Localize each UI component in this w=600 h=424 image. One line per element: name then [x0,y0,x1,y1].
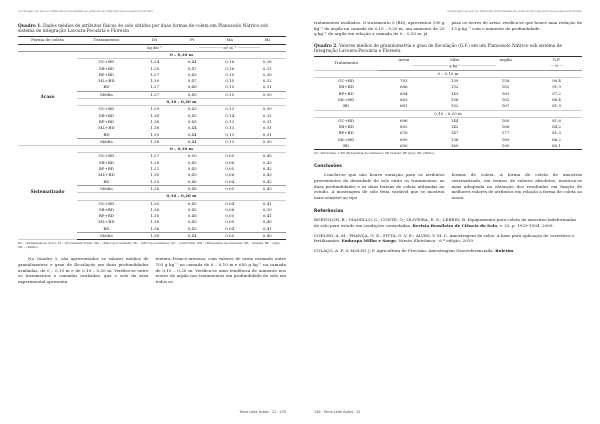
table-cell: 686 [399,84,408,90]
paragraph: para os teores de areia, verifica-se que houve uma redução de 13 g kg⁻¹ com o aumento de profundidade. [451,20,582,31]
table-cell: 158 [501,78,510,84]
table-row [314,103,582,110]
paragraph: textura Franco-arenosa, com valores de areia variando entre 703 g kg⁻¹ na camada de 0 – 0,10 m e 650 g kg⁻¹ na camada de 0,10 – 0,20 m. Verifica-se uma tendência de aumento nos teores de argila nos tratamentos em profundidade do solo em todos os [155,256,286,284]
table-cell: 152 [450,84,459,90]
top-text-columns [314,20,582,37]
running-head: Amostragem do solo em diferentes profundidades em sistemas de integração lavoura-pecuária-floresta [18,10,153,13]
table2-header: Argila [480,57,531,64]
table-cell: 0,43 [262,159,272,165]
body-column-1 [18,256,149,284]
table-cell: 0,43 [248,185,286,192]
reference-item [314,217,582,228]
table-cell: 0,46 [187,213,197,219]
table-cell: 190 [480,143,531,150]
table-cell: 0,15 [225,78,235,84]
table-cell: 0,15 [225,71,235,77]
table1-header: Ds [136,37,174,44]
table-cell: 160 [501,117,510,123]
table-cell: 0,31 [262,131,272,137]
reference-title: Embrapa Milho e Sorgo [341,238,396,244]
table-cell: 90,4 [552,78,561,84]
table-cell: BD [343,103,350,109]
table-cell: 1,27 [150,153,160,159]
table-cell: 81,5 [552,130,561,136]
table1-depth-label: 0,10 – 0,20 m [77,193,286,200]
table-cell: 0,43 [262,172,272,178]
table2-header: Silte [429,57,480,64]
table-cell: 1,35 [150,200,160,206]
table-cell: 143 [450,90,459,96]
page-number: 136 · Tema Leite Ações · 21 [314,410,361,414]
table-cell: 0,46 [187,178,197,184]
table-cell: 0,04 [225,178,235,184]
table-cell: 0,05 [225,213,235,219]
table-cell: 84,2 [552,124,561,130]
table-cell: 160 [429,143,480,150]
table-cell: SB+BD [338,84,354,90]
table-cell: GC+BD [338,78,355,84]
table-cell: 1,28 [150,159,160,165]
table-cell: 695 [399,136,408,142]
table-cell: 0,32 [262,78,272,84]
table-cell: Média [77,233,136,240]
table-cell: BP+BD [338,90,354,96]
table-cell: 1,26 [136,185,174,192]
table1-header: Pt [173,37,211,44]
table-cell: BD [103,84,110,90]
table-cell: 152 [450,103,459,109]
table-cell: SB+BD [98,112,115,118]
table-cell: Média [77,185,136,192]
table2-header: Tratamento [314,57,378,71]
reference-item [314,248,582,254]
table-cell: 1,39 [150,131,160,137]
conclusions-column-2 [452,172,583,200]
reference-tail: , v. 33, p. 1929-1934, 2009. [497,222,554,228]
table-cell: 156 [450,96,459,102]
table-cell: BP+BD [98,71,114,77]
table1-header: Ma [211,37,249,44]
table1 [18,36,286,240]
table1-caption-text: Dados médios de atributos físicos do solo obtidos por duas formas de coleta em Planossolo Nátrico sob sistema de integração Lavoura-Pecuária e Floresta [18,24,268,35]
table-cell: 0,13 [211,138,249,145]
table2-depth-row [314,110,582,117]
table-cell: 0,05 [225,166,235,172]
table-cell: 0,30 [262,106,272,112]
reference-title: Boletim [495,247,514,253]
top-column-1 [314,20,445,37]
table-row [314,117,582,124]
table-cell: 162 [501,96,510,102]
table1-group-label: Sistematizado [18,146,77,240]
table-cell: 0,30 [262,71,272,77]
running-head: Amostragem do solo em diferentes profundidades em sistemas de integração lavoura-pecuária-floresta [447,10,582,13]
table-cell: ML+BD [98,125,115,131]
table-cell: 1,24 [150,59,160,65]
table-cell: 0,31 [262,118,272,124]
table-cell: 97,2 [552,90,561,96]
reference-item [314,233,582,244]
table-cell: SB+BD [338,124,354,130]
table-cell: ML+BD [98,219,115,225]
table2 [314,56,582,150]
table-cell: 1,36 [150,225,160,231]
table-cell: 0,15 [225,84,235,90]
table1-unit: kg dm⁻³ [136,44,174,51]
table-cell: 177 [501,130,510,136]
table2-unit: --- % --- [531,63,582,70]
table-cell: 0,48 [173,185,211,192]
table-cell: ML+BD [98,172,115,178]
table1-group-label: Acaso [18,52,77,146]
table-cell: 163 [501,90,510,96]
table-cell: 0,44 [173,138,211,145]
table-cell: 0,06 [225,159,235,165]
paragraph: No Quadro 2, são apresentados os valores médios de granulometria e grau de floculação em duas profundidades avaliadas, de 0 – 0,10 m e de 0,10 – 0,20 m. Verifica-se entre os tratamentos e camadas avaliadas, que o solo da área experimental apresenta [18,256,149,284]
table-cell: 136 [450,136,459,142]
table-cell: 1,38 [150,112,160,118]
table-cell: 692 [399,124,408,130]
table-cell: 0,04 [225,225,235,231]
table-cell: GC+BD [98,106,115,112]
table-cell: 166 [501,124,510,130]
table-cell: 0,47 [187,78,197,84]
table-row [314,143,582,150]
table-cell: 0,28 [262,59,272,65]
table-cell: 1,36 [150,219,160,225]
table-cell: 1,30 [150,78,160,84]
table-cell: BP+BD [98,213,114,219]
table-cell: BD [103,178,110,184]
table-cell: 0,14 [225,112,235,118]
table-cell: 1,38 [150,118,160,124]
table-cell: 0,06 [225,206,235,212]
right-page [300,0,600,424]
table2-depth-row [314,70,582,77]
body-column-2 [156,256,287,284]
table-cell: 0,30 [248,138,286,145]
table-cell: 0,50 [187,153,197,159]
table-cell: 0,13 [225,131,235,137]
table-cell: 1,27 [150,71,160,77]
table-cell: 676 [399,130,408,136]
table-cell: 1,27 [150,84,160,90]
table-cell: 1,38 [136,138,174,145]
table-cell: 0,40 [248,233,286,240]
table2-unit: ------------------------------- g kg⁻¹ ------------------------------- [378,63,531,70]
table-cell: 91,9 [552,84,561,90]
reference-text: COELHO, A. M.; FRANÇA, G. E.; PITTA, G. V. E.; ALVES, V. M. C. Amostragem de solos: A base para aplicação de corretivos e fertilizantes. [314,232,575,244]
table-cell: 86,4 [552,96,561,102]
table-cell: 0,44 [173,233,211,240]
table-cell: 0,49 [187,219,197,225]
table-cell: 0,41 [262,213,272,219]
reference-text: COLAÇO, A. F. & MOLIN, J. P. Agricultura de Precisão: Amostragem Georreferenciada. [314,247,496,253]
table2-depth-label: 0 – 0,10 m [314,70,582,77]
table-cell: 1,25 [150,178,160,184]
table-cell: 0,31 [262,65,272,71]
table1-body [18,44,286,240]
table-cell: 142 [450,124,459,130]
table-cell: 0,47 [187,65,197,71]
table-cell: 0,15 [211,91,249,98]
table-cell: Média [77,91,136,98]
table1-depth-row [18,146,286,153]
table-cell: 0,45 [187,118,197,124]
table-cell: 0,49 [187,172,197,178]
table-cell: 0,45 [187,71,197,77]
table-cell: 0,42 [262,166,272,172]
table-cell: SB+BD [98,65,115,71]
table2-caption [314,44,582,54]
table1-header: Forma de coleta [18,37,77,44]
references-heading: Referências [314,209,344,215]
table-cell: 0,06 [225,172,235,178]
table-cell: 1,27 [136,91,174,98]
table-cell: 681 [399,103,408,109]
table-cell: 0,45 [187,225,197,231]
table2-caption-text: Valores médios de granulometria e grau de floculação (G.F.) em um Planossolo Nátrico sob sistema de Integração Lavoura-Pecuária e Floresta [314,43,563,54]
table-cell: 0,16 [225,59,235,65]
table-cell: SB+BD [98,159,115,165]
table-row [314,78,582,85]
table1-caption-label: Quadro 1. [18,24,42,29]
table-cell: 0,41 [262,200,272,206]
table2-header: G.F. [531,57,582,64]
table-cell: GC+BD [98,153,115,159]
table2-footnote: GC (Gliricídia) + BD (Braquiária decumbens); SB (Sabiá); BP (Ipê); ML (Milho). [314,151,436,156]
table1-unit: ------------------- m³ m⁻³ ------------------- [173,44,286,51]
table-cell: 0,41 [262,225,272,231]
table-cell: 0,46 [187,84,197,90]
table-cell: 0,44 [187,59,197,65]
table-cell: 139 [450,78,459,84]
table-cell: Média [77,138,136,145]
table-cell: 0,49 [187,159,197,165]
table-cell: 694 [399,90,408,96]
table-cell: 86,2 [552,136,561,142]
table-cell: 0,05 [211,185,249,192]
table1-depth-label: 0 – 0,10 m [77,52,286,59]
table-cell: 0,45 [187,200,197,206]
table-cell: 81,6 [552,117,561,123]
table-cell: SB+BD [98,206,115,212]
table-cell: 144 [450,117,459,123]
table-cell: 0,43 [187,106,197,112]
table-cell: 1,36 [150,206,160,212]
table1-depth-label: 0 – 0,10 m [77,146,286,153]
table-cell: BD [314,143,378,150]
table-cell: 0,31 [262,84,272,90]
table-cell: BD [103,225,110,231]
table-cell: GC+BD [338,117,355,123]
reference-text: BORTOLON, B.; GIANELLO, C.; CONTE, O.; OLIVEIRA, E. S.; LEBRIN, B. Equipamento para coleta de amostras indeformadas de solo para estudo em condições controladas. [314,217,577,228]
table-cell: 0,09 [225,219,235,225]
table-cell: 0,13 [225,125,235,131]
table2-header: Areia [378,57,429,64]
table-cell: ML+BD [98,78,115,84]
table-cell: 81,9 [552,103,561,109]
reference-title: Revista Brasileira de Ciência do Solo [412,222,498,228]
table-cell: 0,44 [187,125,197,131]
table-cell: BP+BD [338,130,354,136]
table-cell: 0,45 [173,91,211,98]
table1-header-row [18,37,286,44]
table1-units-row [18,44,286,51]
table-cell: 0,45 [187,166,197,172]
table-cell: 1,28 [150,65,160,71]
table-cell: 0,39 [262,206,272,212]
table-cell: 0,44 [187,131,197,137]
table1-header: Mi [248,37,286,44]
table-cell: 0,45 [187,206,197,212]
table-cell: 0,31 [262,112,272,118]
table-cell: 1,38 [136,233,174,240]
body-text-columns [18,256,286,284]
conclusions-columns [314,172,582,200]
table1-footnote: Ds – (Densidade do Solo); Pt – (Porosidade Total); Ma – (Macroporosidade); Mi – (Microporosidade); GC – (Gliricídia); BD – (Braquiária decumbens); SB – (Sabiá); BP – (Ipê); ML – (Milho). [18,241,281,250]
top-column-2 [452,20,583,37]
table-cell: BD [103,131,110,137]
page-number: Tema Leite Ações · 21 · 135 [239,410,286,414]
table-cell: BP+BD [98,118,114,124]
table-cell: 169 [501,136,510,142]
table-cell: ML+BD [338,136,355,142]
table-cell: GC+BD [98,200,115,206]
table-cell: 167 [501,103,510,109]
paragraph: tratamentos avaliados. O tratamento 5 (BD), apresentou 190 g kg⁻¹ de argila na camada de 0,10 – 0,20 m, um aumento de 25 g kg⁻¹ de argila em relação a camada de 0 – 0,10 m, já [314,20,445,37]
table-cell: 0,04 [225,200,235,206]
table-cell: 650 [378,143,429,150]
reference-tail: : Versão Eletrônica - 6 ª edição, 2010. [395,238,475,244]
table-cell: 0,13 [225,118,235,124]
table-cell: 1,22 [150,166,160,172]
table-cell: 162 [501,84,510,90]
references-list [314,217,582,253]
table-cell: 1,35 [150,213,160,219]
table-cell: 0,31 [262,125,272,131]
table1-unit [18,44,77,51]
table2-depth-label: 0,10 – 0,20 m [314,110,582,117]
table2-header-row [314,57,582,64]
paragraph: formas de coleta. A forma de coleta de amostras sistematizado, em termos de valores absolutos, mostrou-se mais adequada na obtenção dos resultados em função de melhores valores de atributos em relação a forma de coleta ao acaso. [451,172,582,200]
table-cell: 0,45 [262,153,272,159]
table1-unit [77,44,136,51]
table-cell: 0,42 [262,178,272,184]
table-cell: 0,40 [262,219,272,225]
table-cell: 147 [450,130,459,136]
table-cell: 1,39 [150,106,160,112]
table-cell: 0,13 [225,106,235,112]
table-cell: 0,30 [248,91,286,98]
conclusions-column-1 [314,172,445,200]
table-cell: ML+BD [338,96,355,102]
table-cell: 1,30 [150,172,160,178]
table-cell: 0,05 [211,233,249,240]
paragraph: Conclui-se que não houve variação para os atributos provenientes da densidade do solo entre os tratamentos, as duas profundidades e as duas formas de coleta utilizadas no estudo. A mostragem de solo feita variável que se mostrou mais sensível ao tipo [314,172,445,200]
table-cell: 0,45 [187,112,197,118]
table-cell: GC+BD [98,59,115,65]
table1-depth-label: 0,10 – 0,20 m [77,99,286,106]
table-cell: 1,38 [150,125,160,131]
table1-header: Tratamentos [77,37,136,44]
table2-body [314,70,582,150]
table-cell: 80,1 [531,143,582,150]
table-cell: 0,05 [225,153,235,159]
table-cell: 0,16 [225,65,235,71]
table-cell: BP+BD [98,166,114,172]
table2-caption-label: Quadro 2. [314,43,338,49]
table1-caption [18,24,286,34]
table-cell: 683 [399,96,408,102]
table-cell: 703 [399,78,408,84]
table-cell: 696 [399,117,408,123]
table1-depth-row [18,52,286,59]
conclusions-heading: Conclusões [314,164,342,170]
